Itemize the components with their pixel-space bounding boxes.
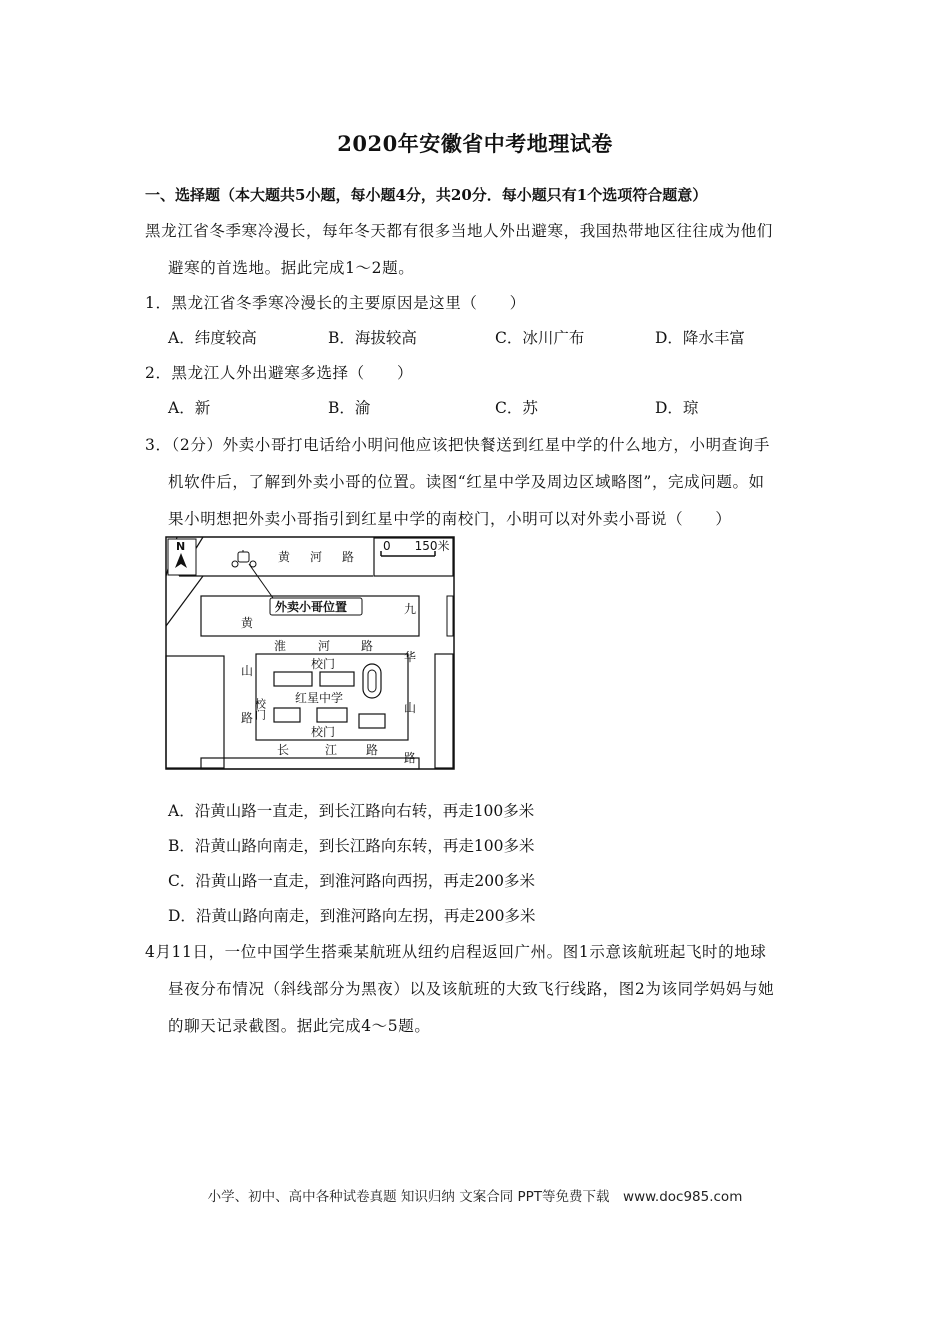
page-footer: 小学、初中、高中各种试卷真题 知识归纳 文案合同 PPT等免费下载 www.doc985.com	[207, 1189, 743, 1205]
jiuhuashan-road-char-3: 山	[404, 701, 417, 715]
q3-option-b: B．沿黄山路向南走，到长江路向东转，再走100多米	[168, 837, 535, 855]
map-scale: 0 150米	[383, 539, 450, 553]
north-gate-label: 校门	[311, 657, 336, 671]
question-3-line-2: 机软件后，了解到外卖小哥的位置。读图“红星中学及周边区域略图”，完成问题。如	[168, 473, 765, 491]
question-3-line-1: 3．（2分）外卖小哥打电话给小明问他应该把快餐送到红星中学的什么地方，小明查询手	[145, 436, 770, 454]
q2-option-b: B．渝	[328, 399, 371, 417]
question-1-stem: 1．黑龙江省冬季寒冷漫长的主要原因是这里（ ）	[145, 294, 526, 312]
q3-option-a: A．沿黄山路一直走，到长江路向右转，再走100多米	[168, 802, 535, 820]
intro-2-line-3: 的聊天记录截图。据此完成4～5题。	[168, 1017, 431, 1035]
changjiang-road-char-2: 江	[325, 743, 338, 757]
question-3-line-3: 果小明想把外卖小哥指引到红星中学的南校门，小明可以对外卖小哥说（ ）	[168, 510, 732, 528]
changjiang-road-char-3: 路	[366, 743, 379, 757]
q1-option-d: D．降水丰富	[655, 329, 745, 347]
west-gate-label: 校门	[253, 698, 267, 720]
courier-icon	[232, 550, 256, 567]
school-name-label: 红星中学	[295, 691, 344, 705]
q2-option-a: A．新	[168, 399, 211, 417]
q2-option-d: D．琼	[655, 399, 699, 417]
huanghe-road-char-2: 河	[310, 550, 323, 564]
q2-option-c: C．苏	[495, 399, 538, 417]
huanghe-road-char-3: 路	[342, 550, 355, 564]
sports-track	[363, 664, 381, 698]
section-heading: 一、选择题（本大题共5小题，每小题4分，共20分．每小题只有1个选项符合题意）	[145, 186, 708, 204]
intro-1-line-2: 避寒的首选地。据此完成1～2题。	[168, 259, 415, 277]
south-gate-label: 校门	[311, 725, 336, 739]
jiuhuashan-road-char-1: 九	[404, 602, 417, 616]
jiuhuashan-road-char-4: 路	[404, 751, 417, 765]
intro-1-line-1: 黑龙江省冬季寒冷漫长，每年冬天都有很多当地人外出避寒，我国热带地区往往成为他们	[145, 222, 773, 240]
huaihe-road-char-2: 河	[318, 639, 331, 653]
huanghe-road-char-1: 黄	[278, 550, 291, 564]
q3-option-d: D．沿黄山路向南走，到淮河路向左拐，再走200多米	[168, 907, 536, 925]
q3-option-c: C．沿黄山路一直走，到淮河路向西拐，再走200多米	[168, 872, 535, 890]
question-2-stem: 2．黑龙江人外出避寒多选择（ ）	[145, 364, 414, 382]
changjiang-road-char-1: 长	[277, 743, 290, 757]
hongxing-school-map	[165, 536, 455, 770]
north-label: N	[176, 540, 186, 553]
intro-2-line-1: 4月11日，一位中国学生搭乘某航班从纽约启程返回广州。图1示意该航班起飞时的地球	[145, 943, 767, 961]
huangshan-road-char-1: 黄	[241, 616, 254, 630]
page-title: 2020年安徽省中考地理试卷	[337, 131, 613, 156]
courier-position-label: 外卖小哥位置	[275, 600, 348, 614]
huaihe-road-char-3: 路	[361, 639, 374, 653]
q1-option-a: A．纬度较高	[168, 329, 257, 347]
q1-option-c: C．冰川广布	[495, 329, 585, 347]
q1-option-b: B．海拔较高	[328, 329, 417, 347]
jiuhuashan-road-char-2: 华	[404, 650, 417, 664]
intro-2-line-2: 昼夜分布情况（斜线部分为黑夜）以及该航班的大致飞行线路，图2为该同学妈妈与她	[168, 980, 775, 998]
huangshan-road-char-3: 路	[241, 711, 254, 725]
huangshan-road-char-2: 山	[241, 664, 254, 678]
huaihe-road-char-1: 淮	[274, 639, 287, 653]
